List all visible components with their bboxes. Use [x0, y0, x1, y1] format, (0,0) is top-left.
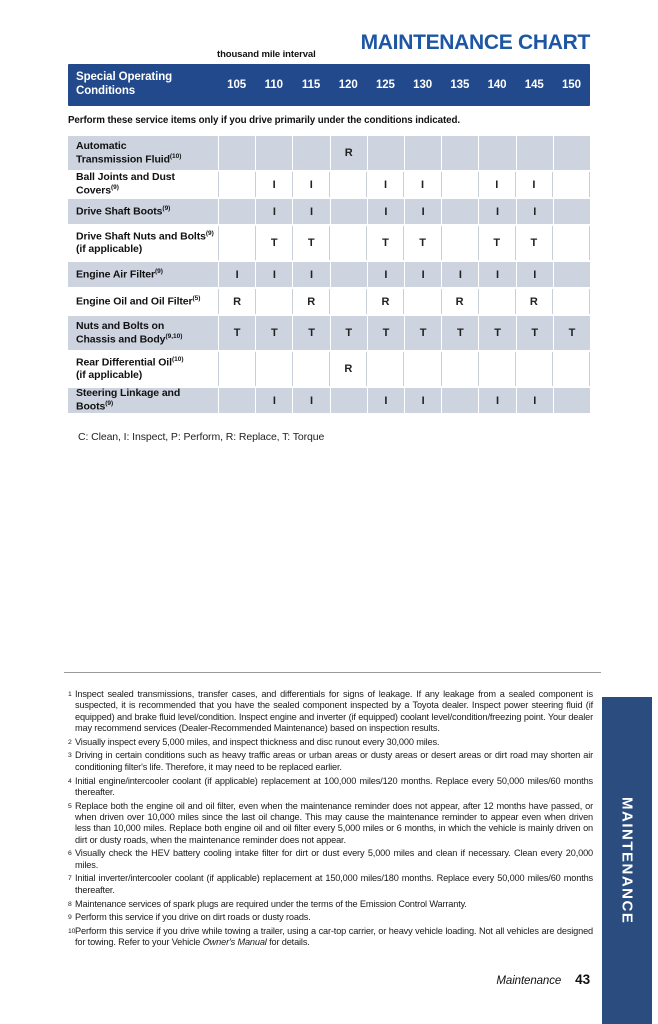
service-mark-cell [553, 199, 590, 224]
interval-column-header: 130 [413, 79, 433, 91]
service-mark-cell [441, 388, 478, 413]
service-mark-cell [404, 136, 441, 170]
service-mark-cell: I [478, 199, 515, 224]
service-label: Engine Air Filter$^{(9)}$ [76, 267, 163, 281]
service-mark-cell: R [330, 136, 367, 170]
service-mark-cell [478, 352, 515, 386]
service-mark-cell: R [515, 289, 552, 314]
chart-body [68, 136, 590, 415]
service-mark-cell: I [404, 262, 441, 287]
service-mark-cell [553, 388, 590, 413]
chart-note: Perform these service items only if you drive primarily under the conditions indicated. [68, 115, 460, 126]
interval-column-header: 150 [561, 79, 581, 91]
service-row [68, 199, 590, 224]
service-mark-cell: R [329, 352, 366, 386]
footer-section-name: Maintenance [496, 975, 562, 987]
service-mark-cell [218, 199, 255, 224]
service-mark-cell: I [255, 199, 292, 224]
service-mark-cell [329, 289, 366, 314]
service-mark-cell: I [292, 172, 329, 197]
maintenance-chart [68, 64, 590, 413]
chart-header-row [68, 64, 590, 106]
service-mark-cell: I [403, 172, 440, 197]
service-mark-cell: I [367, 199, 404, 224]
interval-column-header: 125 [375, 79, 395, 91]
service-mark-cell: R [366, 289, 403, 314]
footer-page-number: 43 [575, 972, 590, 987]
service-mark-cell: I [404, 199, 441, 224]
service-mark-cell [329, 172, 366, 197]
footnote: 4 Initial engine/intercooler coolant (if applicable) replacement at 100,000 miles/120 months. Replace every 50,000 miles/60 months thereafter. [68, 775, 593, 797]
service-mark-cell: T [404, 316, 441, 350]
service-mark-cell [292, 136, 329, 170]
section-tab-label: MAINTENANCE [618, 796, 636, 925]
service-mark-cell [255, 136, 292, 170]
interval-column-header: 110 [264, 79, 283, 91]
footnote: 9 Perform this service if you drive on dirt roads or dusty roads. [68, 912, 311, 923]
footnote-divider [64, 672, 601, 673]
service-mark-cell: I [366, 172, 403, 197]
service-mark-cell [403, 289, 440, 314]
interval-column-header: 140 [487, 79, 507, 91]
interval-axis-label: thousand mile interval [217, 49, 316, 60]
service-mark-cell [367, 136, 404, 170]
service-mark-cell: T [516, 316, 553, 350]
footnote: 8 Maintenance services of spark plugs are required under the terms of the Emission Control Warranty. [68, 898, 467, 909]
service-mark-cell [330, 199, 367, 224]
service-mark-cell [366, 352, 403, 386]
chart-header-label: Special Operating Conditions [76, 71, 173, 97]
service-mark-cell: T [292, 226, 329, 260]
service-mark-cell: I [367, 262, 404, 287]
service-mark-cell: I [292, 388, 329, 413]
interval-column-header: 135 [450, 79, 470, 91]
interval-column-header: 115 [301, 79, 321, 91]
interval-column-header: 105 [227, 79, 247, 91]
service-mark-cell [218, 388, 255, 413]
service-mark-cell [218, 136, 255, 170]
service-mark-cell: I [255, 388, 292, 413]
service-mark-cell [441, 352, 478, 386]
service-mark-cell: R [292, 289, 329, 314]
service-mark-cell: I [255, 172, 292, 197]
service-label: Engine Oil and Oil Filter$^{(5)}$ [76, 294, 201, 308]
service-mark-cell [441, 136, 478, 170]
service-mark-cell [552, 172, 590, 197]
service-label: Ball Joints and Dust Covers$^{(9)}$ [76, 171, 175, 197]
service-mark-cell [478, 136, 515, 170]
service-mark-cell: T [403, 226, 440, 260]
service-mark-cell [218, 226, 255, 260]
chart-legend: C: Clean, I: Inspect, P: Perform, R: Replace, T: Torque [78, 431, 325, 443]
service-mark-cell: I [478, 172, 515, 197]
interval-column-header: 145 [524, 79, 544, 91]
service-mark-cell [516, 136, 553, 170]
service-label: Drive Shaft Nuts and Bolts$^{(9)}$ (if applicable) [76, 229, 214, 256]
service-label: Rear Differential Oil$^{(10)}$ (if applicable) [76, 355, 184, 382]
footnote: 6 Visually check the HEV battery cooling intake filter for dirt or dust every 5,000 miles and clean if necessary. Clean every 20,000 miles. [68, 848, 593, 870]
service-mark-cell: I [516, 199, 553, 224]
service-row [68, 316, 590, 350]
service-mark-cell [478, 289, 515, 314]
service-mark-cell: I [292, 262, 329, 287]
service-mark-cell [218, 352, 255, 386]
service-row [68, 352, 590, 386]
footnote: 7 Initial inverter/intercooler coolant (if applicable) replacement at 150,000 miles/180 months. Replace every 50,000 miles/60 months thereafter. [68, 873, 593, 895]
service-label: Drive Shaft Boots$^{(9)}$ [76, 204, 171, 218]
service-mark-cell: T [367, 316, 404, 350]
service-mark-cell: T [441, 316, 478, 350]
service-label: Automatic Transmission Fluid$^{(10)}$ [76, 139, 182, 166]
footnote: 3 Driving in certain conditions such as heavy traffic areas or urban areas or dusty areas or desert areas or dirt road may shorten air conditioning filter's life. Therefore, it may need to be replaced earlier. [68, 750, 593, 772]
service-mark-cell: T [478, 316, 515, 350]
service-mark-cell [330, 388, 367, 413]
service-mark-cell: T [255, 226, 292, 260]
section-tab [602, 697, 652, 1024]
service-row [68, 172, 590, 197]
footnotes [68, 689, 593, 951]
service-mark-cell: I [255, 262, 292, 287]
service-mark-cell [552, 226, 590, 260]
service-mark-cell [441, 226, 478, 260]
service-mark-cell: R [218, 289, 255, 314]
service-mark-cell: T [292, 316, 329, 350]
service-mark-cell [255, 289, 292, 314]
service-mark-cell [441, 172, 478, 197]
service-mark-cell: I [218, 262, 255, 287]
service-mark-cell [403, 352, 440, 386]
service-mark-cell [218, 172, 255, 197]
service-mark-cell: T [553, 316, 590, 350]
interval-column-header: 120 [338, 79, 358, 91]
service-mark-cell [552, 289, 590, 314]
service-mark-cell: I [441, 262, 478, 287]
service-mark-cell: T [255, 316, 292, 350]
service-mark-cell: I [515, 172, 552, 197]
service-mark-cell [441, 199, 478, 224]
footnote: 5 Replace both the engine oil and oil filter, even when the maintenance reminder does not appear, after 12 months have passed, or when driven over 10,000 miles since the last oil change. This may cause the maintenance reminder to appear even when driven less than 10,000 miles. Replace both engine oil and oil filter every 5,000 miles or 6 months, in which the vehicle is mainly driven on dirt or dusty roads, when the maintenance reminder does not appear. [68, 800, 593, 845]
service-mark-cell: T [515, 226, 552, 260]
page-title: MAINTENANCE CHART [360, 31, 590, 54]
page-footer [496, 972, 590, 987]
footnote: 1 Inspect sealed transmissions, transfer cases, and differentials for signs of leakage. If any leakage from a sealed component is suspected, it is recommended that you have the sealed component inspected by a Toyota dealer. Inspect power steering fluid (if equipped) and brake fluid level/condition. Inspect engine and inverter (if equipped) coolant level/condition/freezing point. Your dealer may recommend services (Dealer-Recommended Maintenance) based on inspection results. [68, 689, 593, 733]
service-mark-cell: I [516, 388, 553, 413]
service-row [68, 136, 590, 170]
service-mark-cell [553, 262, 590, 287]
service-mark-cell [329, 226, 366, 260]
service-mark-cell [330, 262, 367, 287]
service-mark-cell [255, 352, 292, 386]
service-mark-cell: T [478, 226, 515, 260]
service-mark-cell: T [366, 226, 403, 260]
service-mark-cell: I [478, 262, 515, 287]
service-mark-cell: T [218, 316, 255, 350]
footnote: 2 Visually inspect every 5,000 miles, and inspect thickness and disc runout every 30,000 miles. [68, 736, 440, 747]
service-mark-cell: I [478, 388, 515, 413]
service-mark-cell [553, 136, 590, 170]
service-row [68, 289, 590, 314]
service-mark-cell [515, 352, 552, 386]
service-row [68, 388, 590, 413]
service-mark-cell [552, 352, 590, 386]
service-mark-cell: I [367, 388, 404, 413]
service-row [68, 262, 590, 287]
footnote: 10 Perform this service if you drive while towing a trailer, using a car-top carrier, or heavy vehicle loading. Not all vehicles are designed for towing. Refer to your Vehicle Owner's Manual for details. [68, 926, 593, 948]
service-mark-cell: I [292, 199, 329, 224]
service-mark-cell: I [404, 388, 441, 413]
service-mark-cell [292, 352, 329, 386]
service-label: Steering Linkage and Boots$^{(9)}$ [76, 387, 181, 413]
service-label: Nuts and Bolts on Chassis and Body$^{(9,10)}$ [76, 319, 183, 346]
service-mark-cell: I [516, 262, 553, 287]
service-mark-cell: T [330, 316, 367, 350]
service-mark-cell: R [441, 289, 478, 314]
service-row [68, 226, 590, 260]
chart-header-columns [218, 64, 590, 106]
